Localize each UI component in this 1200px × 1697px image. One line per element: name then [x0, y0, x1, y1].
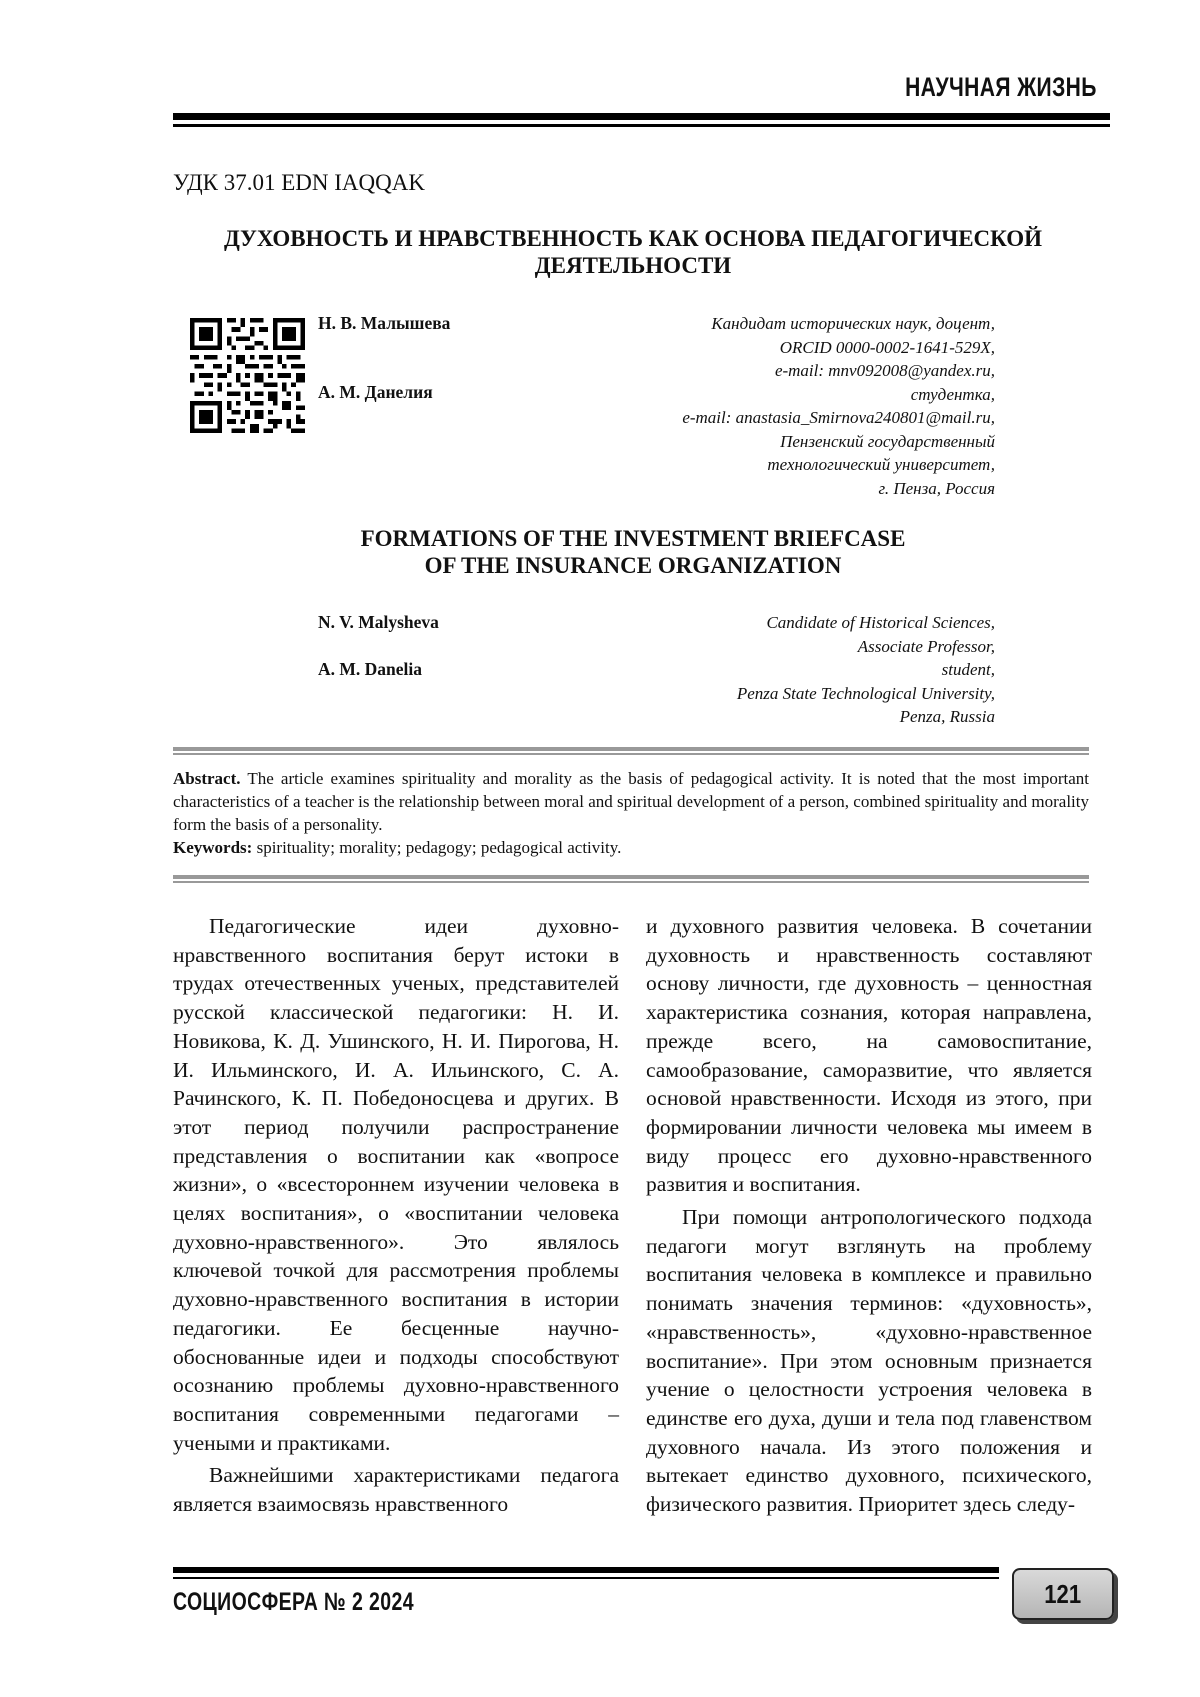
affiliation-ru-line: e-mail: anastasia_Smirnova240801@mail.ru,	[682, 408, 995, 427]
affiliation-en-line: Penza, Russia	[899, 707, 995, 726]
affiliation-en-line: Associate Professor,	[857, 636, 995, 656]
title-ru-line-2: ДЕЯТЕЛЬНОСТИ	[534, 253, 732, 278]
body-paragraph: и духовного развития человека. В сочетании духовность и нравственность составляют основу личности, где духовность – ценностная характеристика сознания, которая направлена, прежде всего, на самовоспитание, самообразование, саморазвитие, что является основой нравственности. Исходя из этого, при формировании личности человека мы имеем в виду процесс его духовно-нравственного развития и воспитания.	[646, 914, 1092, 1197]
author-ru-2: А. М. Данелия	[318, 382, 433, 402]
abstract-rule-bottom-thin	[173, 881, 1089, 883]
affiliation-ru-line: технологический университет,	[767, 455, 995, 474]
body-paragraph: При помощи антропологического подхода педагоги могут взглянуть на проблему воспитания человека в комплексе и правильно понимать значения терминов: «духовность», «нравственность», «духовно-нравственное воспитание». При этом основным признается учение о целостности устроения человека в единстве его духа, души и тела под главенством духовного начала. Из этого положения и вытекает единство духовного, психического, физического развития. Приоритет здесь следу-	[646, 1205, 1092, 1517]
journal-name-issue: СОЦИОСФЕРА № 2 2024	[173, 1588, 414, 1616]
author-ru-1: Н. В. Малышева	[318, 313, 451, 333]
affiliation-en-line: Candidate of Historical Sciences,	[766, 613, 995, 632]
abstract-rule-bottom	[173, 875, 1089, 879]
body-column-left	[173, 912, 619, 1519]
body-column-right	[646, 912, 1092, 1519]
abstract-text: The article examines spirituality and morality as the basis of pedagogical activity. It is noted that the most important characteristics of a teacher is the relationship between moral and spiritual development of a person, combined spirituality and morality form the basis of a personality.	[173, 769, 1089, 834]
abstract	[173, 767, 1089, 859]
affiliation-ru-line: Пензенский государственный	[780, 431, 995, 451]
qr-code	[190, 318, 305, 433]
keywords-text: spirituality; morality; pedagogy; pedagogical activity.	[252, 838, 622, 857]
title-en-line-1: FORMATIONS OF THE INVESTMENT BRIEFCASE	[360, 526, 906, 551]
abstract-label: Abstract.	[173, 769, 241, 788]
affiliation-ru-line: ORCID 0000-0002-1641-529X,	[779, 337, 995, 357]
article-title-en	[173, 525, 1093, 579]
title-ru-line-1: ДУХОВНОСТЬ И НРАВСТВЕННОСТЬ КАК ОСНОВА ПЕДАГОГИЧЕСКОЙ	[223, 226, 1043, 251]
body-paragraph: Педагогические идеи духовно-нравственного воспитания берут истоки в трудах отечественных ученых, представителей русской классической педагогики: Н. И. Новикова, К. Д. Ушинского, Н. И. Пирогова, Н. И. Ильминского, И. А. Ильинского, С. А. Рачинского, К. П. Победоносцева и других. В этот период получили распространение представления о воспитании как «вопросе жизни», о «всестороннем изучении человека в целях воспитания», о «воспитании человека духовно-нравственного». Это являлось ключевой точкой для рассмотрения проблемы духовно-нравственного воспитания в истории педагогики. Ее бесценные научно-обоснованные идеи и подходы способствуют осознанию проблемы духовно-нравственного воспитания современными педагогами – учеными и практиками.	[173, 914, 619, 1455]
affiliation-ru	[682, 312, 995, 500]
author-en-2: A. M. Danelia	[318, 659, 423, 679]
keywords-paragraph	[173, 836, 1089, 859]
article-title-ru	[173, 225, 1093, 279]
affiliation-ru-line: Кандидат исторических наук, доцент,	[711, 314, 995, 333]
abstract-rule-top-thin	[173, 753, 1089, 755]
affiliation-en	[737, 611, 995, 729]
body-paragraph: Важнейшими характеристиками педагога является взаимосвязь нравственного	[173, 1463, 619, 1517]
affiliation-en-line: Penza State Technological University,	[736, 683, 995, 703]
header-rule-thin	[173, 124, 1110, 127]
affiliation-ru-line: г. Пенза, Россия	[878, 478, 995, 498]
abstract-rule-top	[173, 747, 1089, 751]
title-en-line-2: OF THE INSURANCE ORGANIZATION	[424, 553, 842, 578]
keywords-label: Keywords:	[173, 838, 253, 857]
header-rule-thick	[173, 113, 1110, 120]
affiliation-ru-line: e-mail: mnv092008@yandex.ru,	[774, 361, 995, 380]
affiliation-ru-line: студентка,	[910, 384, 995, 404]
footer-rule-thick	[173, 1567, 999, 1573]
abstract-paragraph	[173, 767, 1089, 836]
udc-line: УДК 37.01 EDN IAQQAK	[173, 170, 425, 195]
affiliation-en-line: student,	[941, 660, 995, 679]
author-en-1: N. V. Malysheva	[318, 612, 439, 632]
page-number-box	[1012, 1568, 1114, 1620]
page-number: 121	[1044, 1578, 1082, 1609]
section-title: НАУЧНАЯ ЖИЗНЬ	[905, 72, 1097, 102]
footer-rule-thin	[173, 1577, 999, 1579]
